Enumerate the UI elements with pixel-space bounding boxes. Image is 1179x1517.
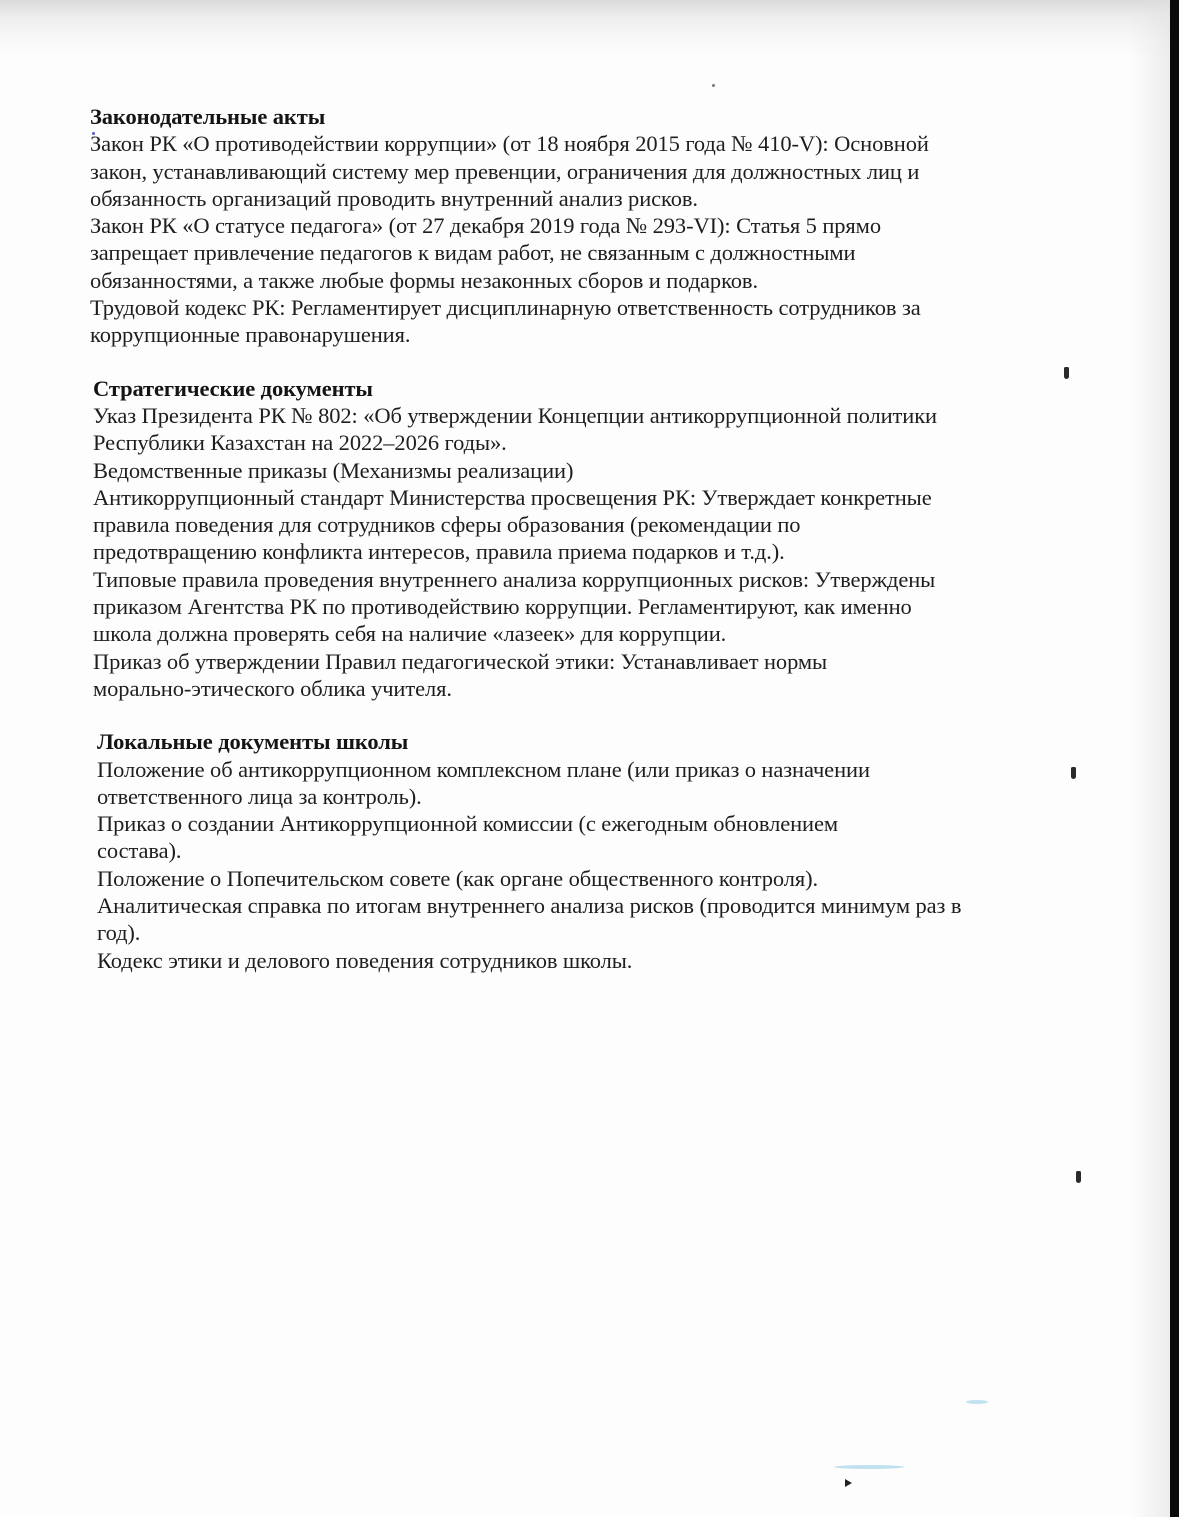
scan-top-shadow [0,0,1179,60]
paragraph: Типовые правила проведения внутреннего анализа коррупционных рисков: Утверждены приказом Агентства РК по противодействию коррупции. Регламентируют, как именно школа должна проверять себя на наличие «лазеек» для коррупции. [93,566,936,647]
scan-right-shadow [1130,0,1170,1517]
paragraph: Трудовой кодекс РК: Регламентирует дисциплинарную ответственность сотрудников за коррупционные правонарушения. [90,295,921,348]
document-page [90,103,990,1000]
scan-smudge [834,1465,904,1469]
paragraph: Указ Президента РК № 802: «Об утверждении Концепции антикоррупционной политики Республики Казахстан на 2022–2026 годы». [93,402,937,456]
section-legislative-acts [90,103,990,349]
binder-mark [1071,767,1076,779]
scan-smudge [966,1400,988,1404]
scan-edge-strip [1170,0,1179,1517]
scan-speck [712,84,715,87]
paragraph: Аналитическая справка по итогам внутреннего анализа рисков (проводится минимум раз в год). [97,893,962,946]
binder-mark [1076,1171,1081,1183]
paragraph: Антикоррупционный стандарт Министерства просвещения РК: Утверждает конкретные правила поведения для сотрудников сферы образования (рекомендации по предотвращению конфликта интересов, правила приема подарков и т.д.). [93,484,932,565]
scan-mark [845,1479,852,1487]
section-heading: Стратегические документы [93,375,373,401]
paragraph: Приказ о создании Антикоррупционной комиссии (с ежегодным обновлением состава). [97,811,839,864]
paragraph: Приказ об утверждении Правил педагогической этики: Устанавливает нормы морально-этического облика учителя. [93,648,828,701]
paragraph: Ведомственные приказы (Механизмы реализации) [93,457,574,483]
paragraph: Закон РК «О статусе педагога» (от 27 декабря 2019 года № 293-VI): Статья 5 прямо запрещает привлечение педагогов к видам работ, не связанным с должностными обязанностями, а также любые формы незаконных сборов и подарков. [90,213,881,293]
section-local-school-documents [97,728,990,974]
binder-mark [1064,367,1069,379]
paragraph: Закон РК «О противодействии коррупции» (от 18 ноября 2015 года № 410-V): Основной закон, устанавливающий систему мер превенции, ограничения для должностных лиц и обязанность организаций проводить внутренний анализ рисков. [90,131,929,211]
paragraph: Положение о Попечительском совете (как органе общественного контроля). [97,865,818,891]
section-heading: Законодательные акты [90,104,326,129]
section-strategic-documents [93,375,990,703]
paragraph: Кодекс этики и делового поведения сотрудников школы. [97,947,633,973]
paragraph: Положение об антикоррупционном комплексном плане (или приказ о назначении ответственного лица за контроль). [97,756,870,809]
section-heading: Локальные документы школы [97,729,409,755]
